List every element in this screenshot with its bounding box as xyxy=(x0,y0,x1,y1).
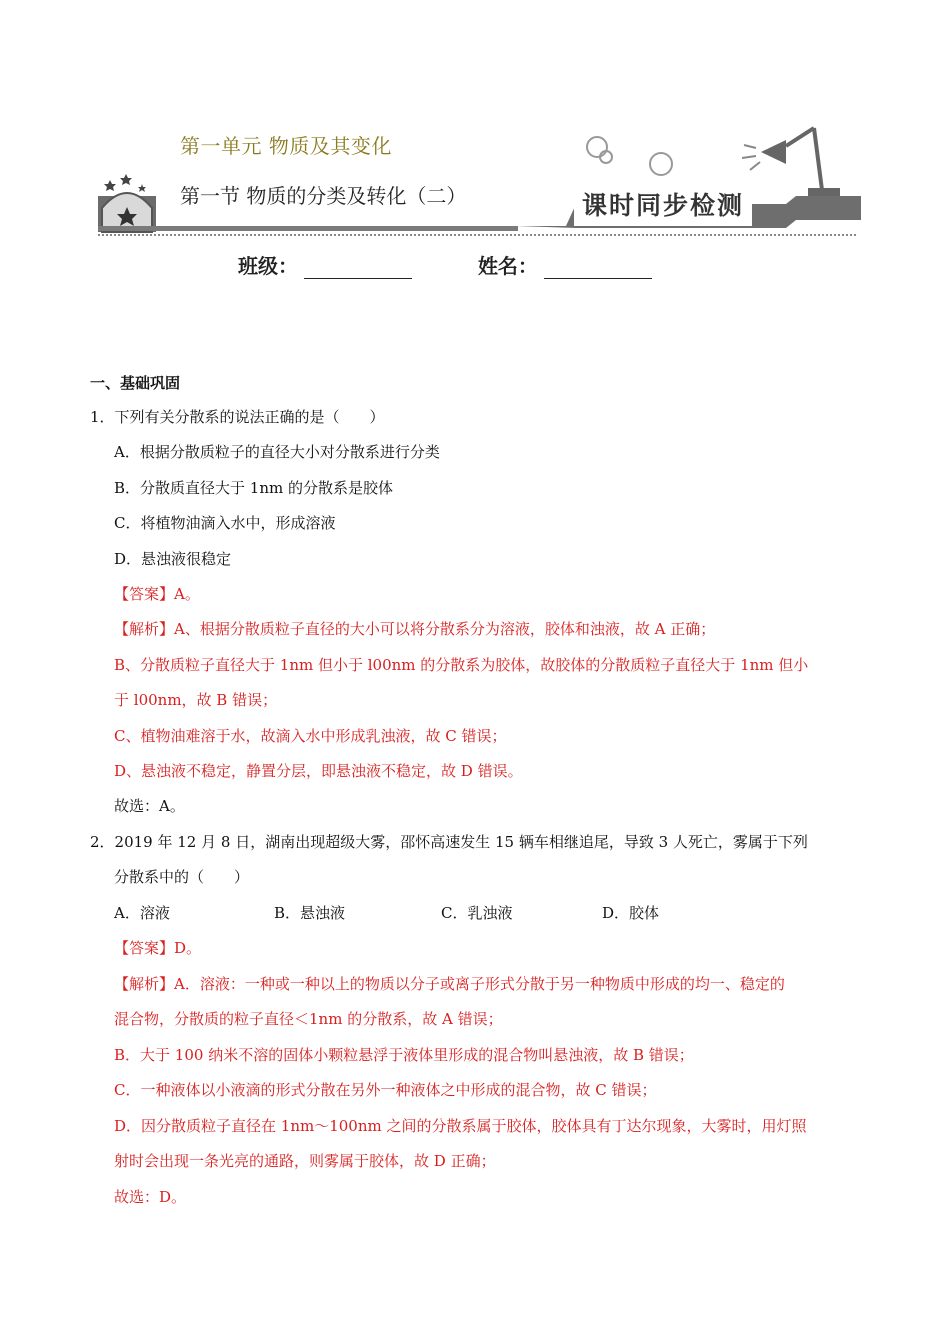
q1-analysis-line: 于 l00nm，故 B 错误； xyxy=(114,691,278,709)
section-heading: 一、基础巩固 xyxy=(90,374,181,392)
question-1-stem: 1．下列有关分散系的说法正确的是（ ） xyxy=(90,408,385,426)
q2-analysis-line: 【解析】A．溶液：一种或一种以上的物质以分子或离子形式分散于另一种物质中形成的均一、稳定的 xyxy=(114,975,785,993)
class-label: 班级： xyxy=(238,254,298,278)
question-2-stem: 2．2019 年 12 月 8 日，湖南出现超级大雾，邵怀高速发生 15 辆车相继追尾，导致 3 人死亡，雾属于下列 xyxy=(90,833,808,851)
q2-option-c: C．乳浊液 xyxy=(441,904,513,922)
q2-analysis-line: C．一种液体以小液滴的形式分散在另外一种液体之中形成的混合物，故 C 错误； xyxy=(114,1081,657,1099)
q2-answer: 【答案】D。 xyxy=(114,939,202,957)
sync-test-badge: 课时同步检测 xyxy=(582,191,745,220)
q1-analysis-line: 【解析】A、根据分散质粒子直径的大小可以将分散系分为溶液，胶体和浊液，故 A 正确； xyxy=(114,620,716,638)
q2-analysis-line: D．因分散质粒子直径在 1nm～100nm 之间的分散系属于胶体，胶体具有丁达尔现象，大雾时，用灯照 xyxy=(114,1117,807,1135)
q2-analysis-line: 射时会出现一条光亮的通路，则雾属于胶体，故 D 正确； xyxy=(114,1152,496,1170)
worksheet-header xyxy=(96,100,866,240)
desk-lamp-icon xyxy=(742,128,840,196)
q2-conclusion: 故选：D。 xyxy=(114,1188,187,1206)
class-blank[interactable] xyxy=(304,258,412,279)
q2-option-d: D．胶体 xyxy=(602,904,660,922)
student-info-row xyxy=(238,250,652,279)
q1-option-a: A．根据分散质粒子的直径大小对分散系进行分类 xyxy=(114,443,440,461)
name-label: 姓名： xyxy=(477,254,538,278)
q2-analysis-line: B．大于 100 纳米不溶的固体小颗粒悬浮于液体里形成的混合物叫悬浊液，故 B 错误； xyxy=(114,1046,694,1064)
header-decoration xyxy=(96,100,866,240)
q2-analysis-line: 混合物，分散质的粒子直径＜1nm 的分散系，故 A 错误； xyxy=(114,1010,503,1028)
q2-option-a: A．溶液 xyxy=(114,904,170,922)
q1-option-b: B．分散质直径大于 1nm 的分散系是胶体 xyxy=(114,479,393,497)
star-logo-icon xyxy=(98,174,156,232)
q1-answer: 【答案】A。 xyxy=(114,585,200,603)
q1-option-d: D．悬浊液很稳定 xyxy=(114,550,232,568)
question-2-stem-cont: 分散系中的（ ） xyxy=(114,868,250,886)
q1-analysis-line: C、植物油难溶于水，故滴入水中形成乳浊液，故 C 错误； xyxy=(114,727,507,745)
section-title: 第一节 物质的分类及转化（二） xyxy=(180,184,467,208)
q1-analysis-line: D、悬浊液不稳定，静置分层，即悬浊液不稳定，故 D 错误。 xyxy=(114,762,523,780)
q1-option-c: C．将植物油滴入水中，形成溶液 xyxy=(114,514,336,532)
q1-conclusion: 故选：A。 xyxy=(114,797,185,815)
unit-title: 第一单元 物质及其变化 xyxy=(180,134,392,158)
q2-option-b: B．悬浊液 xyxy=(274,904,346,922)
name-blank[interactable] xyxy=(544,258,652,279)
q1-analysis-line: B、分散质粒子直径大于 1nm 但小于 l00nm 的分散系为胶体，故胶体的分散质粒子直径大于 1nm 但小 xyxy=(114,656,809,674)
